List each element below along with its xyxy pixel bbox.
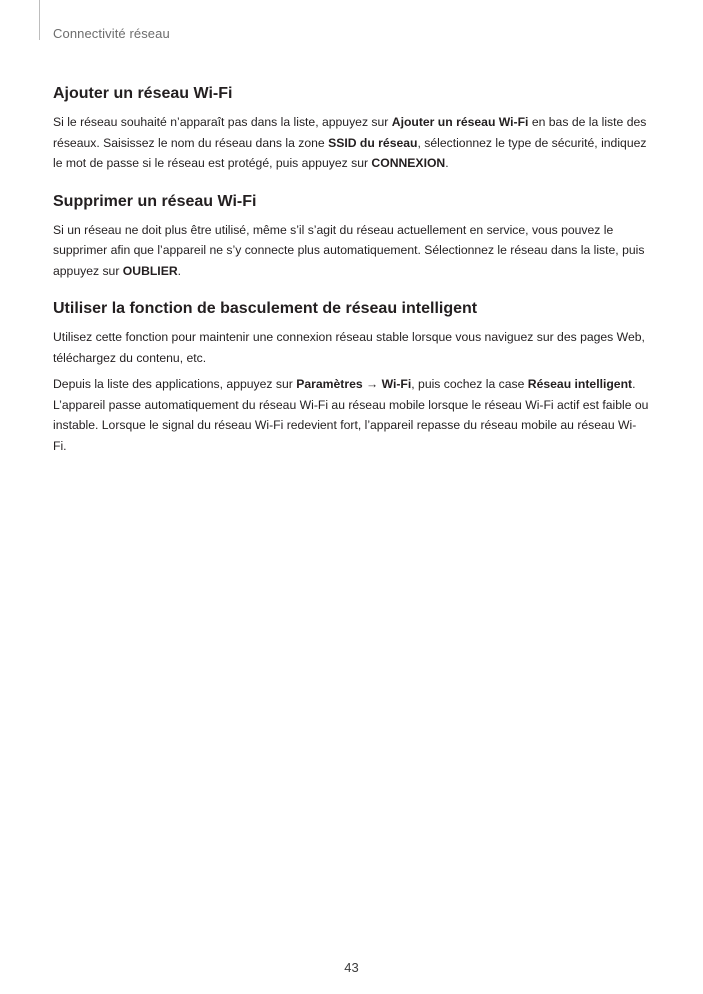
text-run: Depuis la liste des applications, appuyez sur <box>53 377 297 391</box>
text-run: → <box>362 377 382 391</box>
section-heading: Supprimer un réseau Wi-Fi <box>53 192 257 210</box>
text-run: . L’appareil passe automatiquement du réseau Wi-Fi au réseau mobile lorsque le réseau Wi-Fi actif est faible ou instable. Lorsque le signal du réseau Wi-Fi redevient fort, l’appareil repasse du réseau mobile au réseau Wi-Fi. <box>53 377 649 453</box>
running-head: Connectivité réseau <box>53 26 170 41</box>
page-content <box>53 84 649 474</box>
section <box>53 299 649 456</box>
text-run: Si un réseau ne doit plus être utilisé, même s’il s’agit du réseau actuellement en service, vous pouvez le supprimer afin que l’appareil ne s’y connecte plus automatiquement. Sélectionnez le réseau dans la liste, puis appuyez sur <box>53 222 645 278</box>
body-paragraph <box>53 220 649 282</box>
body-paragraph <box>53 112 649 174</box>
bold-term: CONNEXION <box>371 156 446 170</box>
bold-term: SSID du réseau <box>328 135 418 150</box>
bold-term: OUBLIER <box>122 263 178 278</box>
bold-term: Paramètres <box>296 377 363 391</box>
section-heading: Ajouter un réseau Wi-Fi <box>53 85 233 102</box>
text-run: en bas de la liste des réseaux. Saisissez le nom du réseau dans la zone <box>53 115 647 150</box>
text-run: . <box>177 263 182 278</box>
page-edge-rule <box>39 0 40 40</box>
text-run: , sélectionnez le type de sécurité, indiquez le mot de passe si le réseau est protégé, puis appuyez sur <box>53 135 647 170</box>
section <box>53 192 649 282</box>
section-heading: Utiliser la fonction de basculement de réseau intelligent <box>53 300 478 317</box>
text-run: , puis cochez la case <box>411 377 528 391</box>
bold-term: Ajouter un réseau Wi-Fi <box>391 115 529 129</box>
text-run: Si le réseau souhaité n’apparaît pas dans la liste, appuyez sur <box>53 115 392 129</box>
page-number: 43 <box>344 960 359 975</box>
body-paragraph <box>53 374 649 456</box>
body-paragraph <box>53 327 649 368</box>
text-run: Utilisez cette fonction pour maintenir une connexion réseau stable lorsque vous naviguez sur des pages Web, téléchargez du contenu, etc. <box>53 330 645 365</box>
section <box>53 84 649 174</box>
bold-term: Réseau intelligent <box>527 377 633 391</box>
text-run: . <box>445 156 449 170</box>
bold-term: Wi-Fi <box>381 377 412 391</box>
